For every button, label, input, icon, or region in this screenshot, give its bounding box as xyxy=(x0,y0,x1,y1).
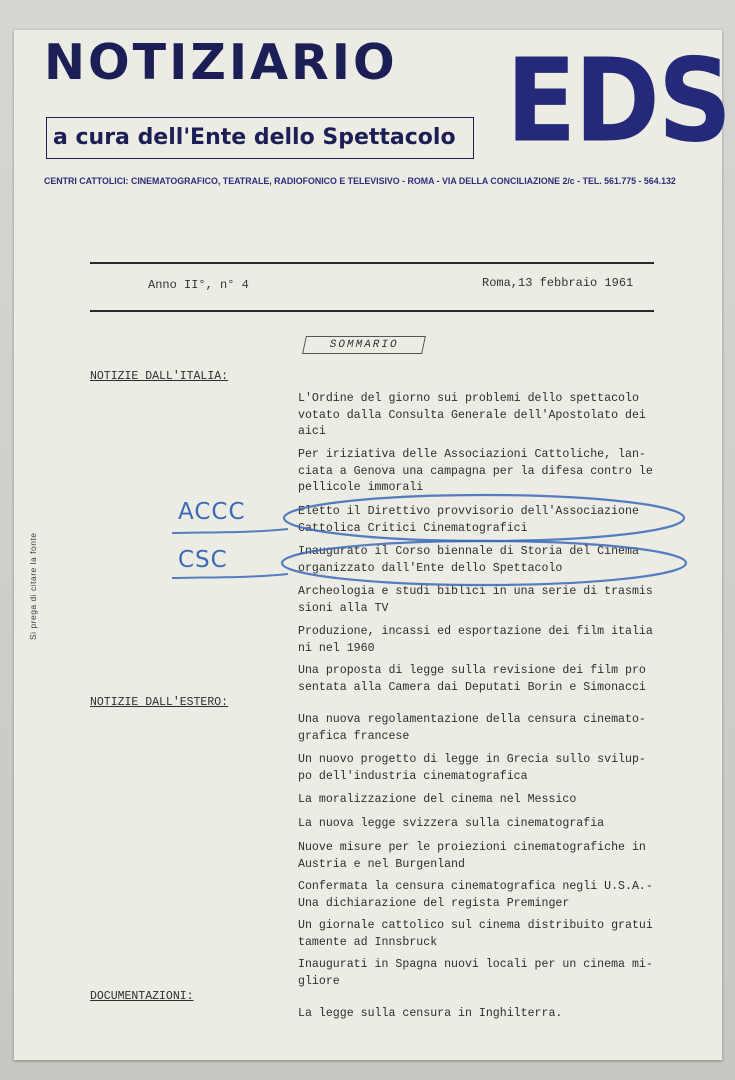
handwritten-annotation: ACCC xyxy=(178,499,246,525)
summary-item: Nuove misure per le proiezioni cinematografiche in Austria e nel Burgenland xyxy=(298,841,646,871)
summary-item: Confermata la censura cinematografica negli U.S.A.- Una dichiarazione del regista Preminger xyxy=(298,880,653,910)
handwritten-annotation: CSC xyxy=(178,547,228,573)
summary-item: Inaugurato il Corso biennale di Storia del Cinema organizzato dall'Ente dello Spettacolo xyxy=(298,545,639,575)
summary-item: Un nuovo progetto di legge in Grecia sullo svilup- po dell'industria cinematografica xyxy=(298,753,646,783)
summary-item: Archeologia e studi biblici in una serie di trasmis sioni alla TV xyxy=(298,585,653,615)
summary-item: Un giornale cattolico sul cinema distribuito gratui tamente ad Innsbruck xyxy=(298,919,653,949)
summary-heading: SOMMARIO xyxy=(302,336,426,354)
summary-item: Per iriziativa delle Associazioni Cattoliche, lan- ciata a Genova una campagna per la difesa contro le pellicole immorali xyxy=(298,448,653,494)
summary-item: Una nuova regolamentazione della censura cinemato- grafica francese xyxy=(298,713,646,743)
masthead-title: NOTIZIARIO xyxy=(44,34,398,91)
summary-item: La moralizzazione del cinema nel Messico xyxy=(298,793,577,806)
summary-item: L'Ordine del giorno sui problemi dello spettacolo votato dalla Consulta Generale dell'Apostolato dei aici xyxy=(298,392,646,438)
bottom-rule xyxy=(90,310,654,312)
masthead-address: CENTRI CATTOLICI: CINEMATOGRAFICO, TEATRALE, RADIOFONICO E TELEVISIVO - ROMA - VIA DELLA CONCILIAZIONE 2/c - TEL. 561.775 - 564.132 xyxy=(44,176,676,187)
masthead-subtitle: a cura dell'Ente dello Spettacolo xyxy=(46,117,474,159)
source-citation-note: Si prega di citare la fonte xyxy=(28,532,38,640)
summary-item: Produzione, incassi ed esportazione dei film italia ni nel 1960 xyxy=(298,625,653,655)
section-heading-italy: NOTIZIE DALL'ITALIA: xyxy=(90,370,229,383)
top-rule xyxy=(90,262,654,264)
issue-number: Anno II°, n° 4 xyxy=(148,278,249,292)
summary-item: Eletto il Direttivo provvisorio dell'Associazione Cattolica Critici Cinematografici xyxy=(298,505,639,535)
issue-date: Roma,13 febbraio 1961 xyxy=(482,276,634,290)
summary-item: Una proposta di legge sulla revisione dei film pro sentata alla Camera dai Deputati Borin e Simonacci xyxy=(298,664,646,694)
masthead-brand: EDS xyxy=(506,33,731,169)
summary-item: Inaugurati in Spagna nuovi locali per un cinema mi- gliore xyxy=(298,958,653,988)
section-heading-documentation: DOCUMENTAZIONI: xyxy=(90,990,194,1003)
summary-item: La legge sulla censura in Inghilterra. xyxy=(298,1007,563,1020)
section-heading-abroad: NOTIZIE DALL'ESTERO: xyxy=(90,696,229,709)
summary-item: La nuova legge svizzera sulla cinematografia xyxy=(298,817,605,830)
